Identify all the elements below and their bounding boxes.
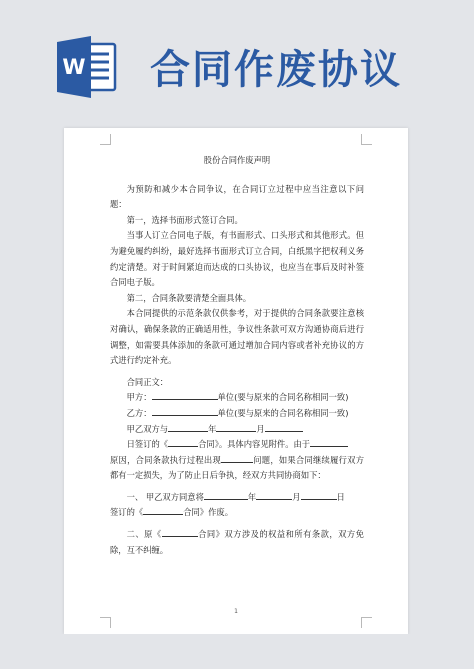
party-b-line [110,406,364,422]
item-one-day-blank [301,490,337,500]
banner-title: 合同作废协议 [150,47,402,93]
corner-mark [100,617,111,628]
item-two-line [110,527,364,558]
item-one-prefix: 一、 甲乙双方同意将 [126,491,204,502]
signed-suffix: 合同》。具体内容见附件。由于 [198,439,311,450]
party-a-note: 单位(要与原来的合同名称相同一致) [217,392,349,403]
corner-mark [361,617,372,628]
second-point: 第二，合同条款要清楚全面具体。 [126,292,252,303]
item-two-contract-blank [162,527,198,537]
month-blank [216,422,256,432]
document-title: 股份合同作废声明 [203,155,271,165]
reason-blank [310,437,348,447]
banner [0,0,474,118]
year-label: 年 [208,423,217,434]
contract-heading: 合同正文： [126,376,169,387]
document-body [110,153,364,558]
party-b-blank [152,406,218,416]
intro-paragraph: 为预防和减少本合同争议，在合同订立过程中应当注意以下问题： [110,183,364,210]
item-two-suffix: 合同》双方涉及的权益和所有条款，双方免除，互不纠缠。 [110,529,364,555]
party-b-label: 乙方： [126,407,152,418]
corner-mark [100,134,111,145]
party-b-note: 单位(要与原来的合同名称相同一致) [217,407,349,418]
item-one-line [110,490,364,506]
first-point: 第一，选择书面形式签订合同。 [126,214,243,225]
party-a-line [110,390,364,406]
document-page [64,128,408,634]
day-blank [265,422,303,432]
logo-letter: W [62,55,86,79]
item-one-month-blank [256,490,292,500]
item-one-day: 日 [336,491,345,502]
page-number: 1 [234,608,238,615]
party-a-label: 甲方： [126,392,152,403]
word-logo-icon [53,34,119,100]
contract-name-blank [168,437,198,447]
month-label: 月 [256,423,265,434]
parties-date-line [110,422,364,438]
item-one-year: 年 [247,491,257,502]
corner-mark [361,134,372,145]
first-point-body: 当事人订立合同电子版，有书面形式、口头形式和其他形式。但为避免履约纠纷，最好选择书面形式订立合同，白纸黑字把权利义务约定清楚。对于时间紧迫而达成的口头协议，也应当在事后及时补签合同电子版。 [110,230,364,288]
footer-band [0,634,474,669]
party-a-blank [152,390,218,400]
reason-prefix: 原因，合同条款执行过程出现 [110,454,221,465]
problem-blank [221,453,253,463]
year-blank [168,422,208,432]
reason-suffix: 问题，如果合同继续履行双方都有一定损失，为了防止日后争执，经双方共同协商如下： [110,454,364,481]
item-one-year-blank [204,490,248,500]
second-point-body: 本合同提供的示范条款仅供参考，对于提供的合同条款要注意核对确认，确保条款的正确适用性，争议性条款可双方沟通协商后进行调整，如需要具体添加的条款可通过增加合同内容或者补充协议的方式进行约定补充。 [110,308,364,366]
item-one-contract-blank [143,505,183,515]
item-one-line-2 [110,505,364,521]
item-two-prefix: 二、原《 [126,529,162,540]
reason-line [110,453,364,484]
parties-text: 甲乙双方与 [126,423,169,434]
signed-prefix: 日签订的《 [126,439,169,450]
item-one-line2-prefix: 签订的《 [110,507,144,518]
item-one-line2-suffix: 合同》作废。 [183,507,233,518]
item-one-month: 月 [292,491,301,502]
signed-contract-line [110,437,364,453]
